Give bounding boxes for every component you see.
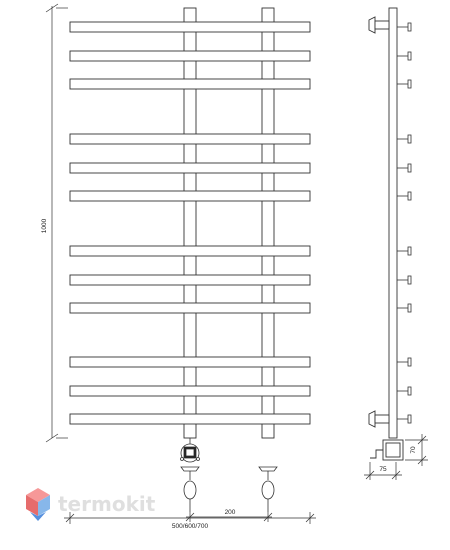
side-pin-cap <box>408 135 411 143</box>
heating-element <box>181 438 200 462</box>
right-valve <box>259 467 277 512</box>
horizontal-bar <box>70 22 310 32</box>
side-view <box>369 8 403 460</box>
side-pin-cap <box>408 415 411 423</box>
horizontal-bar <box>70 191 310 201</box>
horizontal-bar <box>70 163 310 173</box>
side-pin-cap <box>408 80 411 88</box>
side-pin-cap <box>408 247 411 255</box>
wall-bracket <box>369 17 375 33</box>
left-vertical-post <box>184 8 196 438</box>
horizontal-bar <box>70 51 310 61</box>
right-vertical-post <box>262 8 274 438</box>
side-pin-cap <box>408 387 411 395</box>
horizontal-bar <box>70 303 310 313</box>
horizontal-bar <box>70 386 310 396</box>
side-pin-cap <box>408 304 411 312</box>
horizontal-bar <box>70 79 310 89</box>
side-pin-cap <box>408 358 411 366</box>
horizontal-bar <box>70 134 310 144</box>
left-valve <box>181 467 199 512</box>
horizontal-bar <box>70 275 310 285</box>
front-view <box>70 8 310 438</box>
side-height-label: 70 <box>410 446 417 454</box>
horizontal-bar <box>70 414 310 424</box>
side-pin-cap <box>408 52 411 60</box>
height-dimension-label: 1000 <box>41 218 48 234</box>
horizontal-bar <box>70 246 310 256</box>
spacing-dimension-label: 200 <box>224 509 236 516</box>
horizontal-bar <box>70 357 310 367</box>
side-pin-cap <box>408 164 411 172</box>
side-pin-cap <box>408 192 411 200</box>
side-rail-pins <box>397 23 411 423</box>
brand-wordmark: termokit <box>58 492 156 516</box>
width-dimension-label: 500/600/700 <box>171 523 209 530</box>
termokit-logo <box>26 488 156 521</box>
side-pin-cap <box>408 276 411 284</box>
side-post <box>389 8 397 438</box>
side-depth-label: 75 <box>379 466 387 473</box>
wall-bracket <box>369 411 375 427</box>
height-dimension <box>46 4 68 442</box>
side-pin-cap <box>408 23 411 31</box>
